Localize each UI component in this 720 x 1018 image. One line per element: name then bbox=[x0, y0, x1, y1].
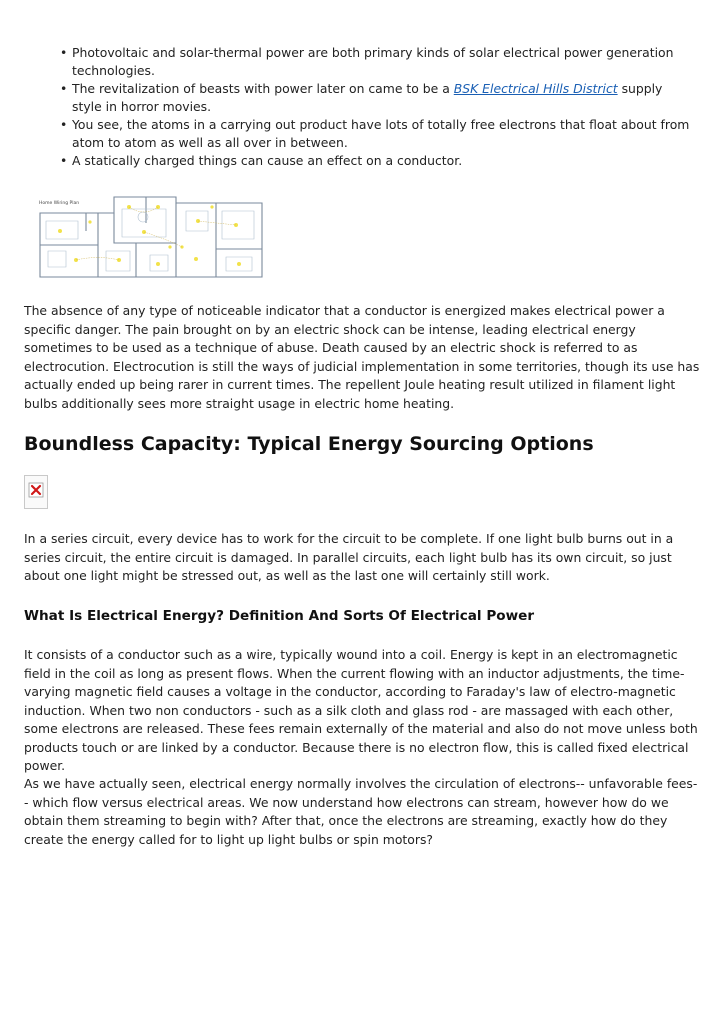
subsection-heading: What Is Electrical Energy? Definition And Sorts Of Electrical Power bbox=[24, 608, 535, 624]
bullet-icon: • bbox=[60, 45, 68, 60]
list-item: • The revitalization of beasts with power later on came to be a BSK Electrical Hills District supply style in horror movies. bbox=[60, 81, 663, 114]
image-caption: Home Wiring Plan bbox=[39, 201, 80, 206]
bullet-icon: • bbox=[60, 81, 68, 96]
red-x-icon bbox=[28, 482, 44, 498]
broken-image-icon bbox=[24, 475, 48, 509]
list-item: • A statically charged things can cause an effect on a conductor. bbox=[60, 153, 463, 168]
paragraph-series-circuit: In a series circuit, every device has to work for the circuit to be complete. If one light bulb burns out in a series circuit, the entire circuit is damaged. In parallel circuits, each light bulb has its own circuit, so just about one light might be stressed out, as well as the last one will certainly still work. bbox=[24, 531, 674, 583]
paragraph-electron-flow: As we have actually seen, electrical energy normally involves the circulation of electrons-- unfavorable fees-- which flow versus electrical areas. We now understand how electrons can stream, however how do we obtain them streaming to begin with? After that, once the electrons are streaming, exactly how do they create the energy called for to light up light bulbs or spin motors? bbox=[24, 776, 698, 847]
list-item: • You see, the atoms in a carrying out product have lots of totally free electrons that float about from atom to atom as well as all over in between. bbox=[60, 117, 690, 150]
bullet-list bbox=[56, 44, 696, 170]
bullet-icon: • bbox=[60, 117, 68, 132]
paragraph-inductor: It consists of a conductor such as a wire, typically wound into a coil. Energy is kept in an electromagnetic field in the coil as long as present flows. When the current flowing with an inductor adjustments, the time-varying magnetic field causes a voltage in the conductor, according to Faraday's law of electro-magnetic induction. When two non conductors - such as a silk cloth and glass rod - are massaged with each other, some electrons are released. These fees remain externally of the material and also do not move unless both products touch or are linked by a conductor. Because there is no electron flow, this is called fixed electrical power. bbox=[24, 647, 698, 773]
floor-plan-image bbox=[26, 187, 268, 279]
list-item: • Photovoltaic and solar-thermal power are both primary kinds of solar electrical power generation technologies. bbox=[60, 45, 674, 78]
bsk-electrical-link[interactable]: BSK Electrical Hills District bbox=[453, 81, 618, 96]
paragraph-electric-shock: The absence of any type of noticeable indicator that a conductor is energized makes electrical power a specific danger. The pain brought on by an electric shock can be intense, leading electrical energy sometimes to be used as a technique of abuse. Death caused by an electric shock is referred to as electrocution. Electrocution is still the ways of judicial implementation in some territories, though its use has actually ended up being rarer in current times. The repellent Joule heating result utilized in filament light bulbs additionally sees more straight usage in electric home heating. bbox=[24, 303, 700, 411]
section-heading: Boundless Capacity: Typical Energy Sourcing Options bbox=[24, 433, 594, 455]
bullet-icon: • bbox=[60, 153, 68, 168]
